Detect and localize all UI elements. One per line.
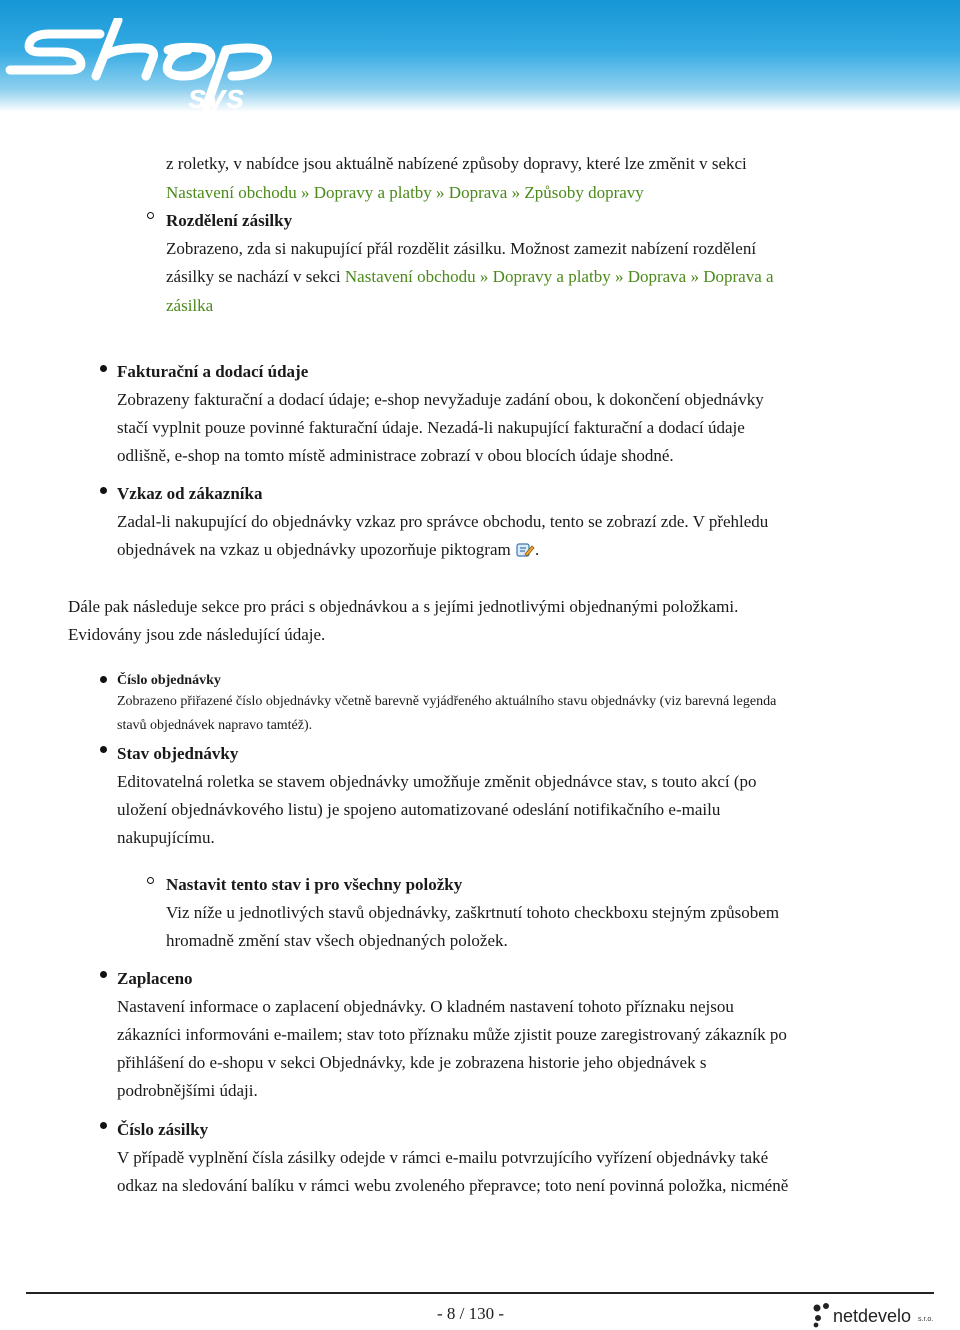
- section-link[interactable]: Nastavení obchodu » Dopravy a platby » Doprava » Způsoby dopravy: [166, 183, 644, 202]
- text-line: podrobnějšími údaji.: [117, 1081, 258, 1100]
- text-line: hromadně změní stav všech objednaných položek.: [166, 931, 508, 950]
- paragraph-line: Evidovány jsou zde následující údaje.: [68, 625, 326, 644]
- text-line: V případě vyplnění čísla zásilky odejde v rámci e-mailu potvrzujícího vyřízení objednávky také: [117, 1148, 769, 1167]
- item-title: Nastavit tento stav i pro všechny položky: [166, 875, 463, 894]
- bullet-icon: [100, 1122, 107, 1129]
- text-line: Zobrazeno přiřazené číslo objednávky včetně barevně vyjádřeného aktuálního stavu objednávky (viz barevná legenda: [117, 694, 777, 709]
- item-title: Číslo objednávky: [117, 673, 221, 688]
- section-link[interactable]: Nastavení obchodu » Dopravy a platby » Doprava » Doprava a: [344, 267, 774, 286]
- text-line: nakupujícímu.: [117, 828, 215, 847]
- bullet-icon: [100, 487, 107, 494]
- item-title: Vzkaz od zákazníka: [117, 484, 263, 503]
- text-line: zákazníci informováni e-mailem; stav toto příznaku může zjistit pouze zaregistrovaný zákazník po: [117, 1025, 787, 1044]
- header-banner: [0, 0, 960, 112]
- text-segment: .: [534, 540, 540, 559]
- page-number: - 8 / 130 -: [437, 1304, 505, 1323]
- circle-bullet-icon: [147, 212, 154, 219]
- section-link[interactable]: zásilka: [166, 296, 214, 315]
- text-line: odlišně, e-shop na tomto místě administrace zobrazí v obou blocích údaje shodné.: [117, 446, 674, 465]
- item-title: Fakturační a dodací údaje: [117, 362, 309, 381]
- text-line: odkaz na sledování balíku v rámci webu zvoleného přepravce; toto není povinná položka, nicméně: [117, 1176, 789, 1195]
- text-line: stačí vyplnit pouze povinné fakturační údaje. Nezadá-li nakupující fakturační a dodací údaje: [117, 418, 745, 437]
- footer-brand: netdevelo: [833, 1306, 912, 1326]
- text-line: Editovatelná roletka se stavem objednávky umožňuje změnit objednávce stav, s touto akcí (po: [117, 772, 757, 791]
- text-line: stavů objednávek napravo tamtéž).: [117, 718, 313, 733]
- bullet-icon: [100, 676, 107, 683]
- text-line: uložení objednávkového listu) je spojeno automatizované odeslání notifikačního e-mailu: [117, 800, 721, 819]
- text-line: Zobrazeny fakturační a dodací údaje; e-shop nevyžaduje zadání obou, k dokončení objednávky: [117, 390, 764, 409]
- item-title: Rozdělení zásilky: [166, 211, 293, 230]
- paragraph-line: Dále pak následuje sekce pro práci s objednávkou a s jejími jednotlivými objednanými položkami.: [68, 597, 739, 616]
- text-line: z roletky, v nabídce jsou aktuálně nabízené způsoby dopravy, které lze změnit v sekci: [166, 154, 747, 173]
- text-line: Viz níže u jednotlivých stavů objednávky, zaškrtnutí tohoto checkboxu stejným způsobem: [166, 903, 780, 922]
- text-line: Zobrazeno, zda si nakupující přál rozdělit zásilku. Možnost zamezit nabízení rozdělení: [166, 239, 757, 258]
- text-line-with-link: [166, 263, 774, 291]
- netdevelo-logo-icon: [812, 1302, 834, 1328]
- shopsys-logo: [0, 18, 320, 114]
- text-segment: objednávek na vzkaz u objednávky upozorňuje piktogram: [117, 540, 511, 559]
- text-line: Zadal-li nakupující do objednávky vzkaz pro správce obchodu, tento se zobrazí zde. V přehledu: [117, 512, 769, 531]
- text-line: přihlášení do e-shopu v sekci Objednávky, kde je zobrazena historie jeho objednávek s: [117, 1053, 707, 1072]
- footer-divider: [26, 1292, 934, 1294]
- footer-brand-suffix: s.r.o.: [918, 1316, 934, 1323]
- item-title: Zaplaceno: [117, 969, 193, 988]
- bullet-icon: [100, 746, 107, 753]
- text-line: Nastavení informace o zaplacení objednávky. O kladném nastavení tohoto příznaku nejsou: [117, 997, 734, 1016]
- circle-bullet-icon: [147, 877, 154, 884]
- message-pictogram-icon: [515, 541, 535, 561]
- bullet-icon: [100, 365, 107, 372]
- item-title: Číslo zásilky: [117, 1120, 209, 1139]
- bullet-icon: [100, 971, 107, 978]
- item-title: Stav objednávky: [117, 744, 239, 763]
- text-line-with-icon: [117, 536, 539, 564]
- text-segment: zásilky se nachází v sekci: [166, 267, 345, 286]
- logo-sub-text: sys: [188, 78, 245, 114]
